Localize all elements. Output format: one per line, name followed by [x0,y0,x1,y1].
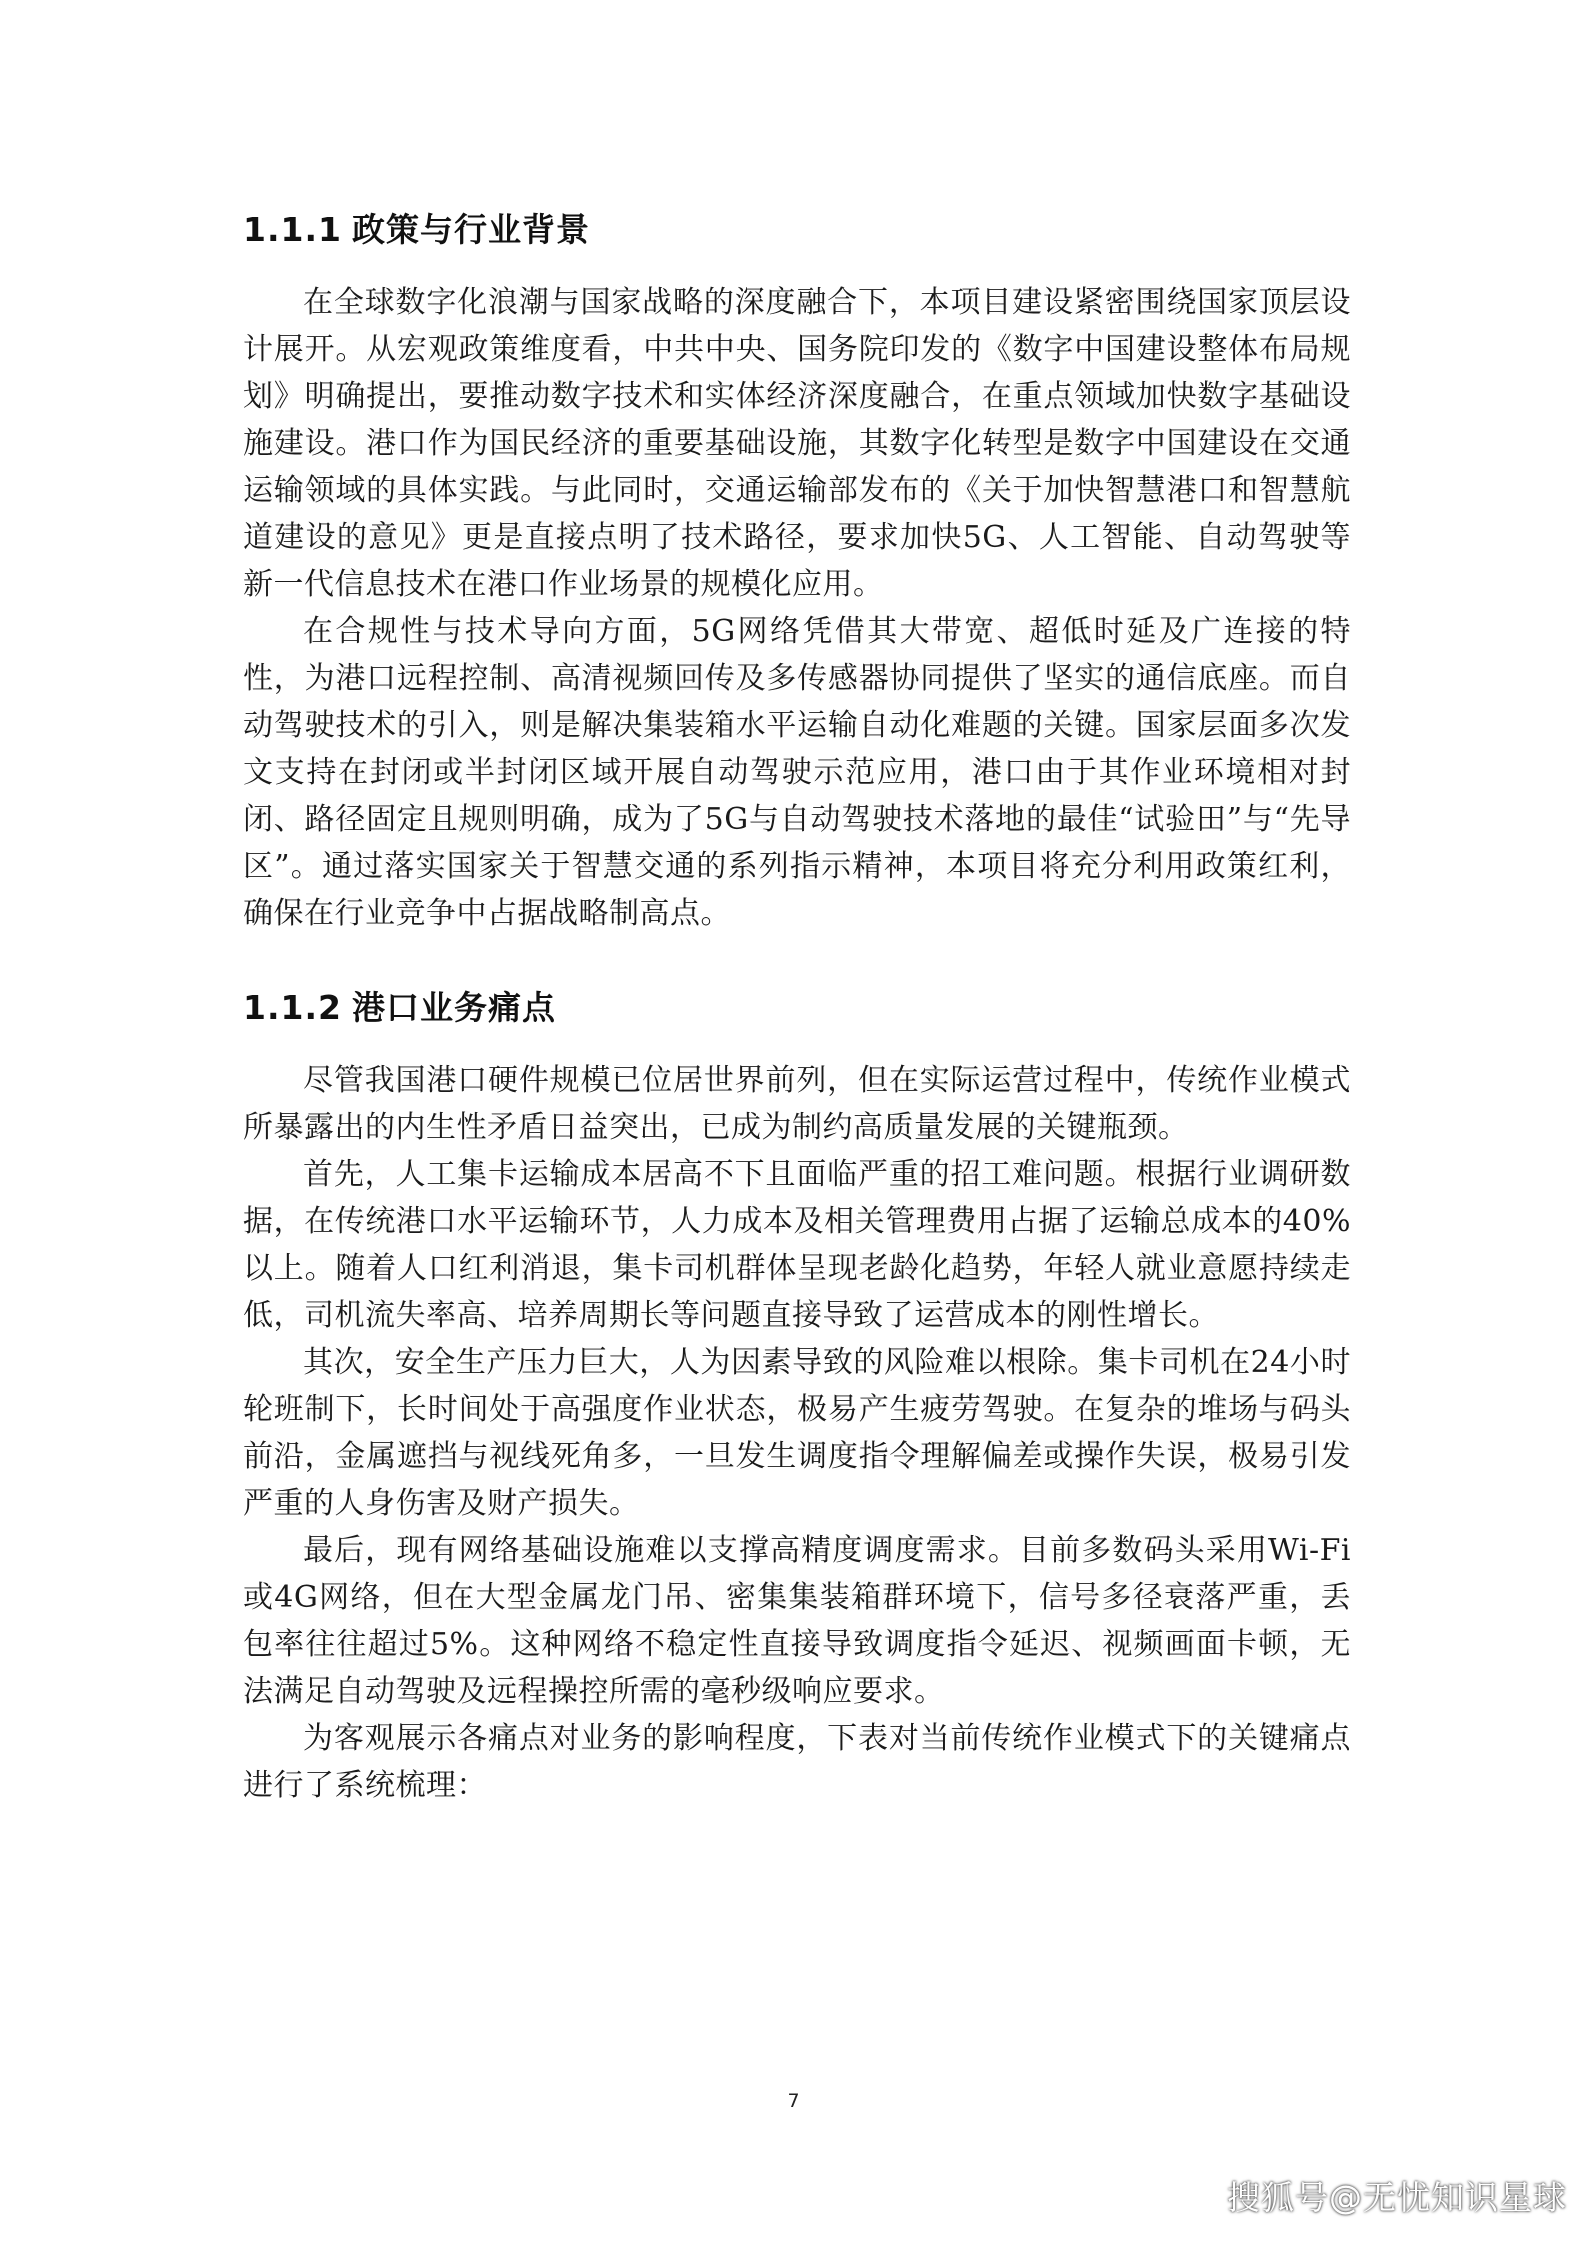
section-number: 1.1.1 [243,210,342,249]
paragraph: 最后，现有网络基础设施难以支撑高精度调度需求。目前多数码头采用Wi-Fi或4G网络，但在大型金属龙门吊、密集集装箱群环境下，信号多径衰落严重，丢包率往往超过5%。这种网络不稳定性直接导致调度指令延迟、视频画面卡顿，无法满足自动驾驶及远程操控所需的毫秒级响应要求。 [243,1533,1351,1709]
paragraph: 首先，人工集卡运输成本居高不下且面临严重的招工难问题。根据行业调研数据，在传统港口水平运输环节，人力成本及相关管理费用占据了运输总成本的40%以上。随着人口红利消退，集卡司机群体呈现老龄化趋势，年轻人就业意愿持续走低，司机流失率高、培养周期长等问题直接导致了运营成本的刚性增长。 [243,1157,1351,1333]
section-title: 政策与行业背景 [351,210,590,249]
page-number: 7 [787,2090,800,2112]
paragraph: 在全球数字化浪潮与国家战略的深度融合下，本项目建设紧密围绕国家顶层设计展开。从宏观政策维度看，中共中央、国务院印发的《数字中国建设整体布局规划》明确提出，要推动数字技术和实体经济深度融合，在重点领域加快数字基础设施建设。港口作为国民经济的重要基础设施，其数字化转型是数字中国建设在交通运输领域的具体实践。与此同时，交通运输部发布的《关于加快智慧港口和智慧航道建设的意见》更是直接点明了技术路径，要求加快5G、人工智能、自动驾驶等新一代信息技术在港口作业场景的规模化应用。 [243,285,1351,602]
watermark: 搜狐号@无忧知识星球 [1227,2178,1567,2217]
section-heading-policy [243,205,1351,255]
section-number: 1.1.2 [243,988,342,1027]
paragraph: 其次，安全生产压力巨大，人为因素导致的风险难以根除。集卡司机在24小时轮班制下，长时间处于高强度作业状态，极易产生疲劳驾驶。在复杂的堆场与码头前沿，金属遮挡与视线死角多，一旦发生调度指令理解偏差或操作失误，极易引发严重的人身伤害及财产损失。 [243,1345,1351,1521]
paragraph: 在合规性与技术导向方面，5G网络凭借其大带宽、超低时延及广连接的特性，为港口远程控制、高清视频回传及多传感器协同提供了坚实的通信底座。而自动驾驶技术的引入，则是解决集装箱水平运输自动化难题的关键。国家层面多次发文支持在封闭或半封闭区域开展自动驾驶示范应用，港口由于其作业环境相对封闭、路径固定且规则明确，成为了5G与自动驾驶技术落地的最佳“试验田”与“先导区”。通过落实国家关于智慧交通的系列指示精神，本项目将充分利用政策红利，确保在行业竞争中占据战略制高点。 [243,614,1351,931]
section-heading-pain-points [243,983,1351,1033]
section-title: 港口业务痛点 [351,988,556,1027]
paragraph: 为客观展示各痛点对业务的影响程度，下表对当前传统作业模式下的关键痛点进行了系统梳理： [243,1721,1351,1803]
page-content [243,205,1351,1809]
paragraph: 尽管我国港口硬件规模已位居世界前列，但在实际运营过程中，传统作业模式所暴露出的内生性矛盾日益突出，已成为制约高质量发展的关键瓶颈。 [243,1063,1351,1145]
